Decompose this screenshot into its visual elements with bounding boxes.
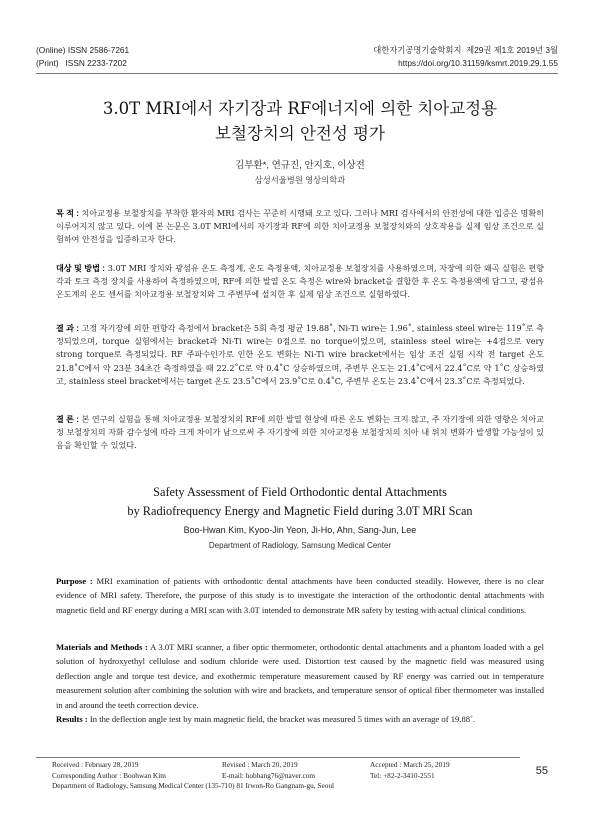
english-title xyxy=(0,483,600,521)
english-title-line2: by Radiofrequency Energy and Magnetic Field during 3.0T MRI Scan xyxy=(127,504,473,518)
english-purpose xyxy=(56,574,544,617)
korean-methods xyxy=(56,262,544,302)
korean-title xyxy=(0,96,600,146)
footer-right xyxy=(370,760,450,781)
korean-purpose-label: 목 적 : xyxy=(56,209,79,218)
korean-title-line1: 3.0T MRI에서 자기장과 RF에너지에 의한 치아교정용 xyxy=(102,99,498,118)
address: Department of Radiology, Samsung Medical Center (135-710) 81 Irwon-Ro Gangnam-gu, Seoul xyxy=(52,781,335,790)
english-methods xyxy=(56,640,544,712)
korean-conclusion-text: 본 연구의 실험을 통해 치아교정용 보철장치의 RF에 의한 발열 현상에 따른 온도 변화는 크지 않고, 주 자기장에 의한 영향은 치아교정 보철장치의 자화 감수성에 따라 크게 차이가 남으로써 주 자기장에 의한 치아교정용 보철장치의 치아 내 위치 변화가 발생할 가능성이 있음을 확인할 수 있었다. xyxy=(56,414,544,451)
english-title-line1: Safety Assessment of Field Orthodontic dental Attachments xyxy=(153,485,447,499)
korean-title-line2: 보철장치의 안전성 평가 xyxy=(215,124,385,143)
corresponding-author: Corresponding Author : Boohwan Kim xyxy=(52,770,166,780)
korean-methods-text: 3.0T MRI 장치와 광섬유 온도 측정계, 온도 측정용액, 치아교정용 보철장치를 사용하였으며, 자장에 의한 왜곡 실험은 편향각과 토크 측정 장치를 사용하여 측정하였으며, RF에 의한 발열 온도 측정은 wire와 bracket을 결합한 후 온도 측정용액에 담그고, 광섬유 온도계의 온도 센서를 치아교정용 보철장치와 그 주변부에 설치한 후 실제 임상 조건으로 실험하였다. xyxy=(56,263,544,300)
footer-divider xyxy=(36,757,520,758)
online-issn: (Online) ISSN 2586-7261 xyxy=(36,45,130,55)
english-methods-label: Materials and Methods : xyxy=(56,642,148,652)
journal-name: 대한자기공명기술학회지 제29권 제1호 2019년 3월 xyxy=(373,45,558,55)
english-results xyxy=(56,712,544,726)
korean-results xyxy=(56,322,544,388)
english-results-text: In the deflection angle test by main magnetic field, the bracket was measured 5 times with an average of 19.88˚. xyxy=(87,714,476,724)
korean-methods-label: 대상 및 방법 : xyxy=(56,264,105,273)
english-affiliation: Department of Radiology, Samsung Medical Center xyxy=(208,541,392,550)
doi-link[interactable]: https://doi.org/10.31159/ksmrt.2019.29.1.55 xyxy=(398,58,558,68)
email[interactable]: E-mail: hobbang76@naver.com xyxy=(222,770,316,780)
accepted-date: Accepted : March 25, 2019 xyxy=(370,760,450,769)
korean-affiliation: 삼성서울병원 영상의학과 xyxy=(254,175,346,185)
english-purpose-text: MRI examination of patients with orthodontic dental attachments have been conducted steadily. However, there is no clear evidence of MRI safety. Therefore, the purpose of this study is to investigate the interaction of the orthodontic dental attachments with magnetic field and RF energy during a MRI scan with 3.0T intended to demonstrate MR safety by testing with actual clinical conditions. xyxy=(56,576,544,615)
korean-purpose-text: 치아교정용 보철장치를 부착한 환자의 MRI 검사는 꾸준히 시행돼 오고 있다. 그러나 MRI 검사에서의 안전성에 대한 입증은 명확히 이루어지지 않고 있다. 이에 본 논문은 3.0T MRI에서의 자기장과 RF에 의한 치아교정용 보철장치와의 상호작용을 실제 임상 조건으로 실험하여 안전성을 입증하고자 한다. xyxy=(56,208,544,245)
english-methods-text: A 3.0T MRI scanner, a fiber optic thermometer, orthodontic dental attachments and a phantom loaded with a gel solution of hydroxyethyl cellulose and sodium chloride were used. Distortion test caused by the magnetic field was measured using deflection angle and torque test device, and exothermic temperature measurement caused by RF energy was carried out in temperature measurement solution after combining the solution with wire and brackets, and temperature sensor of optical fiber thermometer was installed in and around the teeth correction device. xyxy=(56,642,545,710)
english-purpose-label: Purpose : xyxy=(56,576,93,586)
korean-conclusion-label: 결 론 : xyxy=(56,415,79,424)
english-results-label: Results : xyxy=(56,714,88,724)
korean-purpose xyxy=(56,207,544,247)
english-authors: Boo-Hwan Kim, Kyoo-Jin Yeon, Ji-Ho, Ahn, Sang-Jun, Lee xyxy=(183,525,417,535)
korean-results-label: 결 과 : xyxy=(56,324,79,333)
telephone: Tel: +82-2-3410-2551 xyxy=(370,770,435,780)
issn-block xyxy=(36,44,129,70)
received-date: Received : February 28, 2019 xyxy=(52,760,139,769)
korean-conclusion xyxy=(56,413,544,453)
footer-middle xyxy=(222,760,315,781)
header-divider xyxy=(36,73,558,74)
page-number: 55 xyxy=(535,765,548,777)
korean-authors: 김부환*, 연규진, 안지호, 이상전 xyxy=(235,160,365,171)
korean-results-text: 고정 자기장에 의한 편향각 측정에서 bracket은 5회 측정 평균 19.88˚, Ni-Ti wire는 1.96˚, stainless steel wire는 119˚로 측정되었으며, torque 실험에서는 bracket과 Ni-Ti wire는 0점으로 no torque이었으며, stainless steel wire는 +4점으로 very strong torque로 측정되었다. RF 주파수인가로 인한 온도 변화는 Ni-Ti wire bracket에서는 임상 조건 실험 시작 전 target 온도 21.8˚C에서 약 23분 34초간 측정하였을 때 22.2˚C로 약 0.4˚C 상승하였으며, 주변부 온도는 21.4˚C에서 22.4˚C로 약 1˚C 상승하였고, stainless steel bracket에서는 target 온도 23.5˚C에서 23.9˚C로 0.4˚C, 주변부 온도는 23.4˚C에서 23.3˚C로 측정되었다. xyxy=(56,323,544,386)
journal-block xyxy=(373,44,558,70)
print-issn: (Print) ISSN 2233-7202 xyxy=(36,58,127,68)
revised-date: Revised : March 20, 2019 xyxy=(222,760,298,769)
